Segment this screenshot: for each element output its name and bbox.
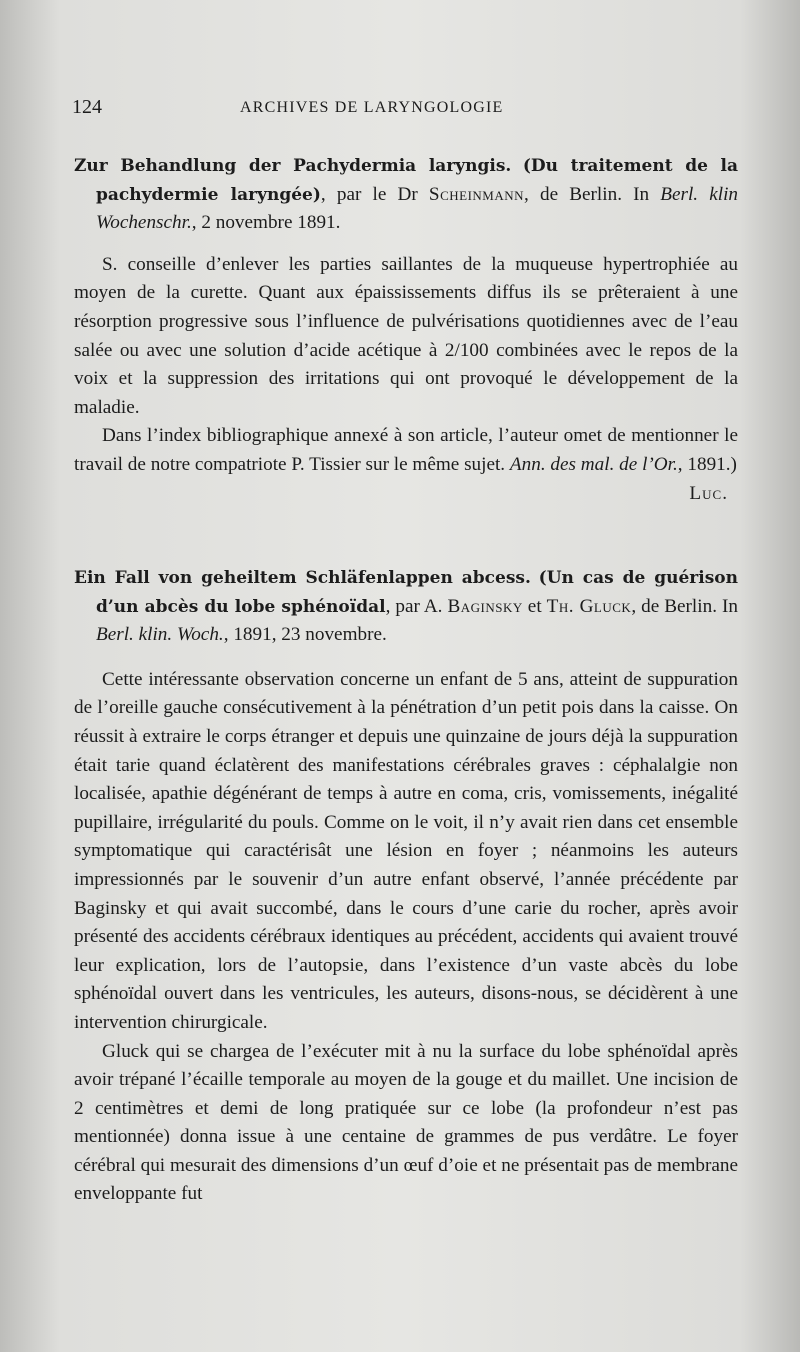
article-title [74,564,738,650]
author-name: Th. Gluck [546,595,632,617]
journal-name: Berl. klin Wochenschr. [96,183,739,234]
paragraph [74,422,738,479]
author-signature: Luc. [689,482,728,504]
author-name: Baginsky [447,595,523,617]
title-by: , par le Dr [320,183,429,205]
paragraph-text-end: , 1891.) [677,453,737,475]
title-french: (Du traitement de la pachydermie laryngée) [96,156,739,205]
paragraph: S. conseille d’enlever les parties saillantes de la muqueuse hypertrophiée au moyen de la curette. Quant aux épaississements diffus ils se prêteraient à une résorption progressive sous l’influence de pulvérisations quotidiennes avec de l’eau salée ou avec une solution d’acide acétique à 2/100 combinées avec le repos de la voix et la suppression des irritations qui ont provoqué le développement de la maladie. [74,253,738,418]
running-title: ARCHIVES DE LARYNGOLOGIE [240,99,504,116]
page-header [72,96,742,126]
title-german: Zur Behandlung der Pachydermia laryngis. [74,156,512,176]
page-number: 124 [72,96,102,118]
title-german: Ein Fall von geheiltem Schläfenlappen abcess. [74,568,531,588]
article-abcess [74,564,738,1209]
journal-name: Berl. klin. Woch. [96,624,224,646]
title-city: , de Berlin. In [631,595,738,617]
publication-date: , 1891, 23 novembre. [223,624,387,646]
paragraph-text: Dans l’index bibliographique annexé à son article, l’auteur omet de mentionner le travail de notre compatriote P. Tissier sur le même sujet. [74,425,738,475]
publication-date: , 2 novembre 1891. [191,212,341,234]
author-name: Scheinmann [428,183,525,205]
title-french: (Un cas de guérison d’un abcès du lobe sphénoïdal [96,568,738,617]
title-and: et [522,595,547,617]
article-title [74,152,738,238]
title-by: , par A. [385,595,448,617]
article-pachydermia [74,152,738,508]
paragraph: Cette intéressante observation concerne un enfant de 5 ans, atteint de suppuration de l’oreille gauche consécutivement à la pénétration d’un petit pois dans la caisse. On réussit à extraire le corps étranger et depuis une quinzaine de jours déjà la suppuration était tarie quand éclatèrent des manifestations cérébrales graves : céphalalgie non localisée, apathie dégénérant de temps à autre en coma, cris, vomissements, inégalité pupillaire, irrégularité du pouls. Comme on le voit, il n’y avait rien dans cet ensemble symptomatique qui caractérisât une lésion en foyer ; néanmoins les auteurs impressionnés par le souvenir d’un autre enfant observé, l’année précédente par Baginsky et qui avait succombé, dans le cours d’une carie du rocher, après avoir présenté des accidents cérébraux identiques au précédent, accidents qui avaient trouvé leur explication, lors de l’autopsie, dans l’existence d’un vaste abcès du lobe sphénoïdal ouvert dans les ventricules, les auteurs, disons-nous, se décidèrent à une intervention chirurgicale. [74,668,738,1033]
paragraph: Gluck qui se chargea de l’exécuter mit à nu la surface du lobe sphénoïdal après avoir trépané l’écaille temporale au moyen de la gouge et du maillet. Une incision de 2 centimètres et demi de long pratiquée sur ce lobe (la profondeur n’est pas mentionnée) donna issue à une centaine de grammes de pus verdâtre. Le foyer cérébral qui mesurait des dimensions d’un œuf d’oie et ne présentait pas de membrane enveloppante fut [74,1040,738,1205]
cited-journal: Ann. des mal. de l’Or. [509,453,678,475]
title-city: , de Berlin. In [524,183,661,205]
